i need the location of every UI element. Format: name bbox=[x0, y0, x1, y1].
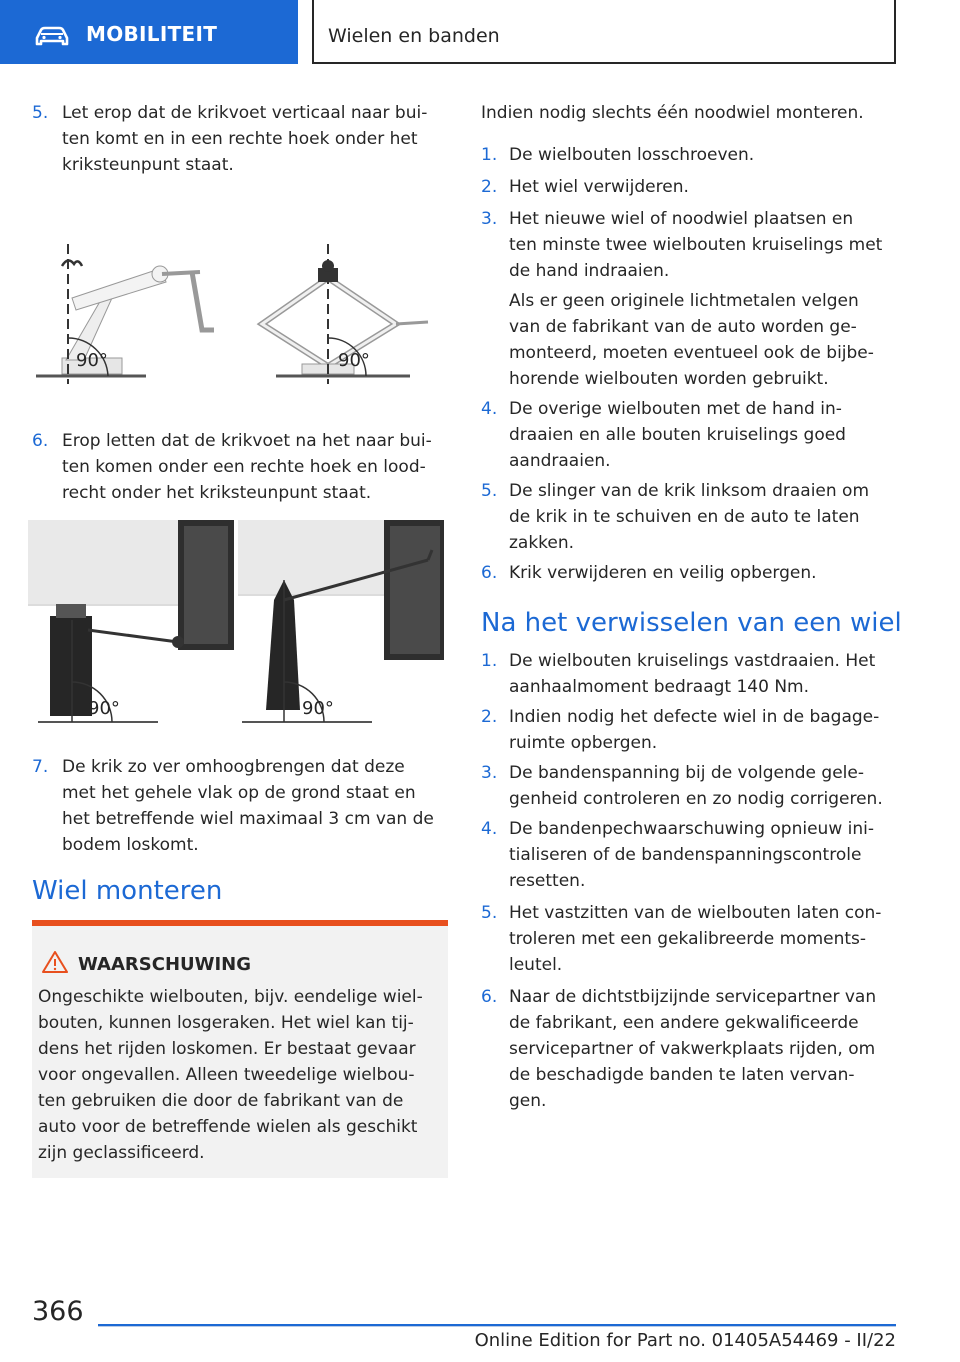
text-line: monteerd, moeten eventueel ook de bijbe- bbox=[509, 343, 874, 363]
footer-divider bbox=[98, 1324, 896, 1326]
angle-label: 90° bbox=[302, 698, 334, 719]
step-number: 2. bbox=[481, 177, 498, 197]
step-text bbox=[509, 704, 879, 756]
text-line: ten komt en in een rechte hoek onder het bbox=[62, 129, 418, 149]
jack-photo-right bbox=[238, 520, 444, 724]
text-line: recht onder het kriksteunpunt staat. bbox=[62, 483, 372, 503]
step-number: 7. bbox=[32, 757, 49, 777]
page-number: 366 bbox=[32, 1296, 84, 1327]
step-text bbox=[509, 648, 875, 700]
text-line: De slinger van de krik linksom draaien om bbox=[509, 481, 870, 501]
text-line: van de fabrikant van de auto worden ge- bbox=[509, 317, 857, 337]
text-line: ruimte opbergen. bbox=[509, 733, 658, 753]
step-text bbox=[509, 142, 754, 168]
chapter-title: Wielen en banden bbox=[328, 25, 500, 47]
text-line: Ongeschikte wielbouten, bijv. eendelige wiel- bbox=[38, 987, 423, 1007]
step-number: 3. bbox=[481, 763, 498, 783]
text-line: de beschadigde banden te laten vervan- bbox=[509, 1065, 855, 1085]
step-7-text bbox=[62, 754, 434, 858]
step-text bbox=[509, 206, 882, 284]
text-line: De wielbouten losschroeven. bbox=[509, 145, 755, 165]
angle-label: 90° bbox=[76, 350, 108, 371]
section-label: MOBILITEIT bbox=[86, 22, 218, 46]
text-line: aandraaien. bbox=[509, 451, 611, 471]
warning-box bbox=[32, 920, 448, 1178]
step-text bbox=[509, 478, 869, 556]
step-number: 3. bbox=[481, 209, 498, 229]
step-number: 6. bbox=[32, 431, 49, 451]
section-heading: Wiel monteren bbox=[32, 876, 223, 906]
step-number: 1. bbox=[481, 145, 498, 165]
step-text bbox=[509, 760, 883, 812]
text-line: gen. bbox=[509, 1091, 547, 1111]
step-text bbox=[509, 288, 874, 392]
text-line: Krik verwijderen en veilig opbergen. bbox=[509, 563, 817, 583]
text-line: het betreffende wiel maximaal 3 cm van de bbox=[62, 809, 434, 829]
text-line: ten komen onder een rechte hoek en lood- bbox=[62, 457, 426, 477]
text-line: met het gehele vlak op de grond staat en bbox=[62, 783, 416, 803]
text-line: bodem loskomt. bbox=[62, 835, 199, 855]
text-line: De bandenpechwaarschuwing opnieuw ini- bbox=[509, 819, 874, 839]
section-tab bbox=[0, 0, 298, 64]
text-line: bouten, kunnen losgeraken. Het wiel kan tij- bbox=[38, 1013, 414, 1033]
step-number: 6. bbox=[481, 563, 498, 583]
angle-label: 90° bbox=[338, 350, 370, 371]
text-line: Erop letten dat de krikvoet na het naar bui- bbox=[62, 431, 432, 451]
text-line: de krik in te schuiven en de auto te laten bbox=[509, 507, 860, 527]
text-line: De bandenspanning bij de volgende gele- bbox=[509, 763, 864, 783]
warning-triangle-icon bbox=[42, 950, 68, 974]
step-text bbox=[509, 396, 846, 474]
jack-side-view bbox=[36, 244, 214, 384]
text-line: De wielbouten kruiselings vastdraaien. Het bbox=[509, 651, 876, 671]
step-text bbox=[509, 816, 874, 894]
text-line: horende wielbouten worden gebruikt. bbox=[509, 369, 829, 389]
step-text bbox=[509, 900, 881, 978]
chapter-header bbox=[312, 0, 896, 64]
jack-photo-figure bbox=[28, 520, 444, 724]
text-line: aanhaalmoment bedraagt 140 Nm. bbox=[509, 677, 810, 697]
text-line: kriksteunpunt staat. bbox=[62, 155, 234, 175]
text-line: voor ongevallen. Alleen tweedelige wielbou- bbox=[38, 1065, 415, 1085]
text-line: Als er geen originele lichtmetalen velgen bbox=[509, 291, 859, 311]
step-text bbox=[509, 560, 817, 586]
step-6-text bbox=[62, 428, 432, 506]
step-number: 4. bbox=[481, 399, 498, 419]
text-line: draaien en alle bouten kruiselings goed bbox=[509, 425, 846, 445]
text-line: ten gebruiken die door de fabrikant van de bbox=[38, 1091, 404, 1111]
jack-angle-figure bbox=[32, 238, 448, 388]
text-line: tialiseren of de bandenspanningscontrole bbox=[509, 845, 862, 865]
text-line: de fabrikant, een andere gekwalificeerde bbox=[509, 1013, 859, 1033]
text-line: servicepartner of vakwerkplaats rijden, om bbox=[509, 1039, 876, 1059]
text-line: Het vastzitten van de wielbouten laten con- bbox=[509, 903, 882, 923]
text-line: de hand indraaien. bbox=[509, 261, 670, 281]
step-number: 5. bbox=[481, 481, 498, 501]
text-line: Let erop dat de krikvoet verticaal naar bui- bbox=[62, 103, 428, 123]
step-text bbox=[509, 984, 876, 1114]
jack-front-view bbox=[262, 244, 428, 384]
text-line: De krik zo ver omhoogbrengen dat deze bbox=[62, 757, 405, 777]
text-line: leutel. bbox=[509, 955, 563, 975]
text-line: genheid controleren en zo nodig corrigeren. bbox=[509, 789, 883, 809]
text-line: dens het rijden loskomen. Er bestaat gevaar bbox=[38, 1039, 416, 1059]
angle-label: 90° bbox=[88, 698, 120, 719]
text-line: De overige wielbouten met de hand in- bbox=[509, 399, 842, 419]
text-line: Het wiel verwijderen. bbox=[509, 177, 689, 197]
text-line: Het nieuwe wiel of noodwiel plaatsen en bbox=[509, 209, 854, 229]
text-line: zakken. bbox=[509, 533, 575, 553]
text-line: ten minste twee wielbouten kruiselings met bbox=[509, 235, 883, 255]
step-text bbox=[509, 174, 689, 200]
step-number: 2. bbox=[481, 707, 498, 727]
text-line: zijn geclassificeerd. bbox=[38, 1143, 205, 1163]
jack-photo-left bbox=[28, 520, 234, 724]
step-number: 5. bbox=[481, 903, 498, 923]
footer-divider-light bbox=[98, 1326, 896, 1327]
edition-note: Online Edition for Part no. 01405A54469 - II/22 bbox=[474, 1330, 896, 1351]
step-number: 4. bbox=[481, 819, 498, 839]
text-line: troleren met een gekalibreerde moments- bbox=[509, 929, 867, 949]
text-line: resetten. bbox=[509, 871, 586, 891]
section-heading: Na het verwisselen van een wiel bbox=[481, 608, 902, 638]
warning-text bbox=[38, 984, 442, 1166]
text-line: auto voor de betreffende wielen als geschikt bbox=[38, 1117, 418, 1137]
car-icon bbox=[34, 26, 70, 46]
text-line: Indien nodig het defecte wiel in de bagage- bbox=[509, 707, 880, 727]
warning-title: WAARSCHUWING bbox=[78, 954, 252, 975]
step-number: 6. bbox=[481, 987, 498, 1007]
step-5-text bbox=[62, 100, 427, 178]
intro-text: Indien nodig slechts één noodwiel monteren. bbox=[481, 103, 864, 123]
text-line: Naar de dichtstbijzijnde servicepartner van bbox=[509, 987, 877, 1007]
step-number: 1. bbox=[481, 651, 498, 671]
step-number: 5. bbox=[32, 103, 49, 123]
